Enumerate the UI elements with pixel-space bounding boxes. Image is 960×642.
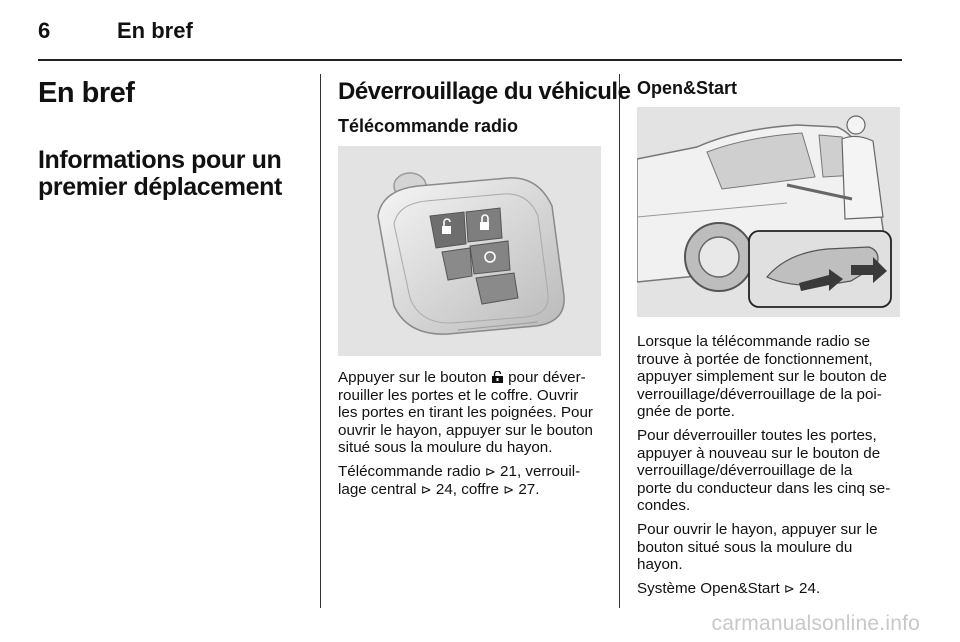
text-span: pour déver- xyxy=(508,369,586,386)
reference-page[interactable]: 24. xyxy=(799,579,821,597)
running-title: En bref xyxy=(117,18,193,43)
text-span: Appuyer sur le bouton xyxy=(338,369,487,386)
text-line: les portes en tirant les poignées. Pour xyxy=(338,404,593,422)
paragraph-all-doors xyxy=(637,427,905,515)
paragraph-proximity xyxy=(637,333,905,421)
text-line: situé sous la moulure du hayon. xyxy=(338,439,553,457)
car-door-illustration xyxy=(637,107,900,317)
text-line: Pour déverrouiller toutes les portes, xyxy=(637,426,877,444)
open-start-instructions xyxy=(637,333,905,603)
text-line: appuyer simplement sur le bouton de xyxy=(637,368,887,386)
heading-unlocking: Déverrouillage du véhicule xyxy=(338,78,631,105)
reference-arrow-icon: ⊳ xyxy=(420,481,432,497)
column-divider-1 xyxy=(320,74,321,608)
unlock-icon xyxy=(491,371,504,383)
text-line: rouiller les portes et le coffre. Ouvrir xyxy=(338,386,579,404)
paragraph-references xyxy=(338,463,606,498)
remote-instructions xyxy=(338,369,606,504)
section-title: En bref xyxy=(38,77,135,109)
text-line: ouvrir le hayon, appuyer sur le bouton xyxy=(338,421,593,439)
text-line: verrouillage/déverrouillage de la xyxy=(637,462,853,480)
watermark: carmanualsonline.info xyxy=(711,612,920,635)
heading-open-start: Open&Start xyxy=(637,78,738,98)
text-line: bouton situé sous la moulure du xyxy=(637,538,853,556)
reference-arrow-icon: ⊳ xyxy=(503,481,515,497)
text-line: porte du conducteur dans les cinq se- xyxy=(637,479,891,497)
open-start-figure xyxy=(637,107,900,317)
remote-key-figure xyxy=(338,146,601,356)
column-divider-2 xyxy=(619,74,620,608)
header-rule xyxy=(38,59,902,61)
text-line: appuyer à nouveau sur le bouton de xyxy=(637,444,881,462)
subtitle-line: Informations pour un xyxy=(38,146,282,174)
subheading-remote: Télécommande radio xyxy=(338,116,519,136)
text-line: gnée de porte. xyxy=(637,403,735,421)
reference-page[interactable]: 27. xyxy=(518,480,540,498)
reference-text: Télécommande radio xyxy=(338,462,481,480)
reference-arrow-icon: ⊳ xyxy=(484,463,496,479)
reference-page[interactable]: 24, coffre xyxy=(435,480,499,498)
text-line: trouve à portée de fonctionnement, xyxy=(637,350,873,368)
text-line: verrouillage/déverrouillage de la poi- xyxy=(637,385,882,403)
section-subtitle xyxy=(38,147,282,201)
reference-page[interactable]: 21, verrouil- xyxy=(500,462,581,480)
paragraph-tailgate xyxy=(637,521,905,574)
text-line: condes. xyxy=(637,497,691,515)
remote-key-illustration xyxy=(338,146,601,356)
text-line: Lorsque la télécommande radio se xyxy=(637,333,871,350)
page-number: 6 xyxy=(38,18,51,43)
text-line: hayon. xyxy=(637,556,683,574)
reference-arrow-icon: ⊳ xyxy=(783,580,795,596)
reference-text: Système Open&Start xyxy=(637,579,780,597)
text-line: Pour ouvrir le hayon, appuyer sur le xyxy=(637,520,878,538)
paragraph-reference xyxy=(637,580,905,598)
paragraph-unlock xyxy=(338,369,606,457)
reference-text: lage central xyxy=(338,480,417,498)
subtitle-line: premier déplacement xyxy=(38,173,282,201)
